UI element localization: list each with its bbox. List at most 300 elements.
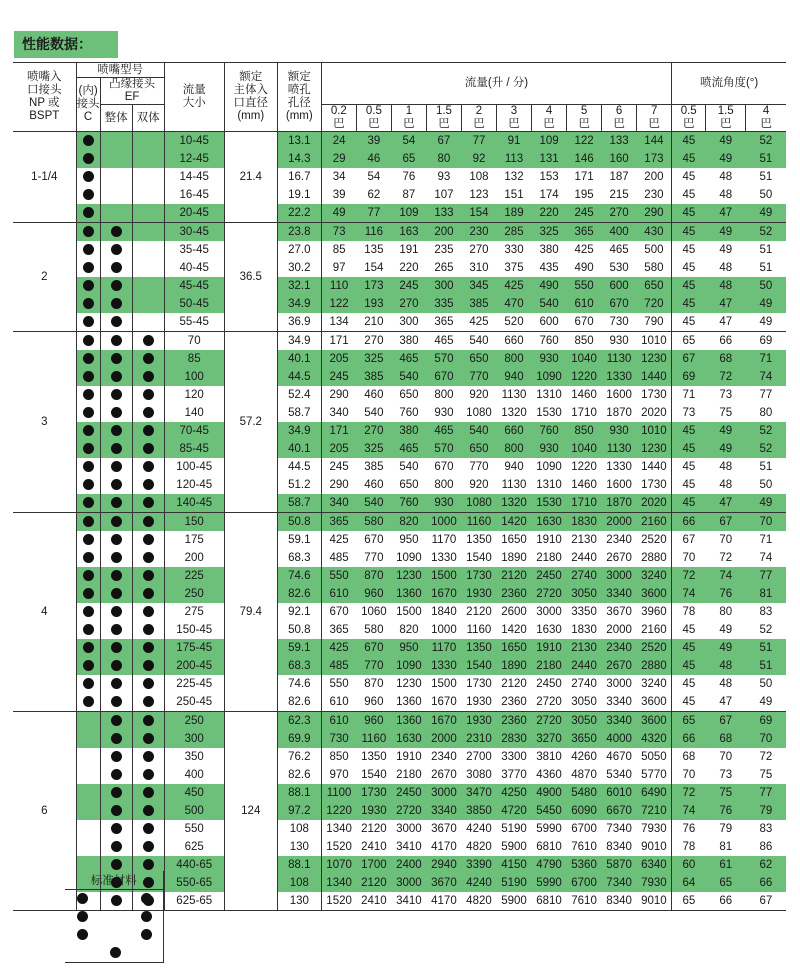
model-ef1-cell: [100, 440, 132, 458]
flow-cell: 660: [504, 335, 524, 347]
angle-cell: 73: [719, 389, 733, 401]
filled-dot-icon: [111, 859, 122, 870]
rated-inlet-dia-header-line: 额定: [239, 71, 263, 83]
flow-cell: 3240: [637, 567, 672, 585]
flow-size-cell: 625-65: [164, 892, 224, 911]
angle-cell: 45: [672, 657, 706, 675]
flow-cell: 325: [356, 440, 391, 458]
flow-cell: 340: [321, 404, 356, 422]
model-c-cell: [76, 621, 100, 639]
model-c-cell: [76, 802, 100, 820]
flow-cell: 2020: [637, 494, 672, 513]
flow-cell: 435: [539, 262, 559, 274]
orifice-diameter-cell: 50.8: [277, 513, 321, 532]
angle-cell: 45: [672, 313, 706, 332]
flow-cell: 380: [539, 244, 559, 256]
model-ef2-cell: [132, 404, 164, 422]
orifice-diameter-cell: 27.0: [277, 241, 321, 259]
flow-cell: 1440: [641, 461, 667, 473]
filled-dot-icon: [143, 841, 154, 852]
flow-cell: 4000: [602, 730, 637, 748]
filled-dot-icon: [111, 678, 122, 689]
pressure-value: 3: [510, 105, 518, 117]
angle-cell: 47: [706, 693, 746, 712]
flow-header: 流量(升 / 分): [321, 63, 671, 105]
flow-cell: 670: [426, 368, 461, 386]
table-row: [13, 386, 786, 404]
material-ef2-cell: [131, 890, 163, 909]
flow-cell: 109: [532, 132, 567, 151]
filled-dot-icon: [111, 769, 122, 780]
angle-cell: 81: [746, 585, 786, 603]
table-row: [13, 513, 786, 532]
filled-dot-icon: [143, 443, 154, 454]
orifice-diameter-cell: 69.9: [277, 730, 321, 748]
flow-cell: 2340: [602, 639, 637, 657]
flow-size-cell: 45-45: [164, 277, 224, 295]
filled-dot-icon: [143, 461, 154, 472]
filled-dot-icon: [143, 823, 154, 834]
flow-cell: 4820: [466, 841, 492, 853]
flow-cell: 7210: [637, 802, 672, 820]
model-ef1-cell: [100, 567, 132, 585]
model-ef2-cell: [132, 150, 164, 168]
flow-cell: 1230: [637, 350, 672, 368]
filled-dot-icon: [111, 226, 122, 237]
flow-cell: 430: [637, 223, 672, 242]
inlet-size-cell: 2: [13, 223, 76, 332]
flow-cell: 1630: [391, 730, 426, 748]
pressure-value: 5: [580, 105, 588, 117]
flow-cell: 500: [644, 244, 664, 256]
table-row: [13, 621, 786, 639]
filled-dot-icon: [111, 298, 122, 309]
materials-row: [65, 926, 163, 944]
filled-dot-icon: [141, 911, 152, 922]
filled-dot-icon: [111, 353, 122, 364]
flow-cell: 73: [321, 223, 356, 242]
flow-cell: 650: [399, 389, 419, 401]
flow-cell: 1730: [461, 567, 496, 585]
model-ef2-cell: [132, 295, 164, 313]
flow-cell: 3670: [606, 606, 632, 618]
filled-dot-icon: [83, 316, 94, 327]
flow-cell: 174: [539, 189, 559, 201]
flow-cell: 8340: [602, 892, 637, 911]
flow-cell: 3770: [501, 769, 527, 781]
flow-cell: 485: [321, 549, 356, 567]
angle-cell: 52: [746, 132, 786, 151]
angle-cell: 66: [719, 335, 733, 347]
angle-cell: 51: [759, 244, 773, 256]
angle-cell: 51: [759, 461, 773, 473]
filled-dot-icon: [83, 135, 94, 146]
flow-cell: 1320: [496, 494, 531, 513]
flow-cell: 5360: [567, 856, 602, 874]
model-ef2-cell: [132, 223, 164, 242]
flow-cell: 600: [532, 313, 567, 332]
model-c-cell: [76, 549, 100, 567]
filled-dot-icon: [83, 244, 94, 255]
flow-cell: 1540: [461, 657, 496, 675]
flow-cell: 365: [321, 621, 356, 639]
angle-cell: 49: [746, 204, 786, 223]
pressure-value: 4: [762, 105, 770, 117]
flow-cell: 1730: [356, 784, 391, 802]
orifice-diameter-cell: 40.1: [277, 440, 321, 458]
angle-pressure-header: [746, 105, 786, 132]
model-c-cell: [76, 838, 100, 856]
flow-cell: 1460: [571, 389, 597, 401]
flow-cell: 3270: [532, 730, 567, 748]
angle-cell: 79: [746, 802, 786, 820]
table-row: [13, 531, 786, 549]
flow-size-cell: 120: [164, 386, 224, 404]
filled-dot-icon: [83, 479, 94, 490]
angle-cell: 68: [672, 748, 706, 766]
pressure-value: 1: [405, 105, 413, 117]
angle-cell: 70: [746, 513, 786, 532]
filled-dot-icon: [83, 588, 94, 599]
angle-cell: 65: [672, 892, 706, 911]
flow-cell: 2600: [501, 606, 527, 618]
standard-materials-table: [65, 871, 164, 963]
flow-cell: 570: [426, 440, 461, 458]
flow-cell: 3000: [602, 567, 637, 585]
flow-cell: 1630: [536, 624, 562, 636]
filled-dot-icon: [143, 624, 154, 635]
flow-cell: 1090: [391, 657, 426, 675]
flow-cell: 2120: [501, 678, 527, 690]
flow-cell: 760: [532, 422, 567, 440]
flow-cell: 1070: [321, 856, 356, 874]
flow-cell: 800: [434, 479, 454, 491]
flow-cell: 1460: [571, 479, 597, 491]
model-ef2-cell: [132, 549, 164, 567]
flow-cell: 230: [461, 223, 496, 242]
flow-cell: 54: [391, 132, 426, 151]
flow-size-cell: 550: [164, 820, 224, 838]
rated-inlet-dia-header-line: 口直径: [233, 97, 268, 109]
flow-cell: 465: [609, 244, 629, 256]
angle-cell: 45: [672, 168, 706, 186]
angle-cell: 60: [672, 856, 706, 874]
model-ef2-cell: [132, 838, 164, 856]
orifice-diameter-cell: 58.7: [277, 494, 321, 513]
flow-cell: 195: [574, 189, 594, 201]
filled-dot-icon: [143, 642, 154, 653]
table-row: [13, 422, 786, 440]
flow-size-cell: 35-45: [164, 241, 224, 259]
flow-cell: 3340: [602, 693, 637, 712]
flow-cell: 1360: [391, 585, 426, 603]
filled-dot-icon: [83, 335, 94, 346]
flow-size-cell: 120-45: [164, 476, 224, 494]
model-c-cell: [76, 639, 100, 657]
flow-cell: 540: [399, 461, 419, 473]
filled-dot-icon: [111, 371, 122, 382]
flow-cell: 770: [469, 461, 489, 473]
model-ef1-cell: [100, 332, 132, 351]
angle-cell: 48: [706, 277, 746, 295]
flow-cell: 5340: [606, 769, 632, 781]
material-ef1-cell: [99, 908, 131, 926]
orifice-diameter-cell: 92.1: [277, 603, 321, 621]
flow-size-cell: 14-45: [164, 168, 224, 186]
flow-cell: 7340: [606, 823, 632, 835]
filled-dot-icon: [83, 371, 94, 382]
model-c-cell: [76, 820, 100, 838]
model-ef2-cell: [132, 494, 164, 513]
filled-dot-icon: [143, 534, 154, 545]
flow-cell: 1500: [431, 678, 457, 690]
angle-cell: 49: [706, 639, 746, 657]
table-row: [13, 295, 786, 313]
orifice-diameter-cell: 68.3: [277, 657, 321, 675]
flow-cell: 171: [574, 171, 594, 183]
filled-dot-icon: [83, 262, 94, 273]
standard-materials-wrap: [65, 871, 163, 963]
model-ef2-cell: [132, 350, 164, 368]
flow-cell: 1330: [602, 368, 637, 386]
flow-cell: 93: [437, 171, 451, 183]
model-ef1-cell: [100, 675, 132, 693]
angle-cell: 45: [672, 295, 706, 313]
angle-cell: 75: [719, 407, 733, 419]
flow-cell: 49: [321, 204, 356, 223]
model-ef2-cell: [132, 132, 164, 151]
model-ef2-cell: [132, 186, 164, 204]
flow-cell: 870: [356, 567, 391, 585]
angle-cell: 50: [759, 189, 773, 201]
flow-cell: 1930: [461, 712, 496, 731]
flow-size-cell: 55-45: [164, 313, 224, 332]
flow-cell: 4720: [496, 802, 531, 820]
filled-dot-icon: [111, 733, 122, 744]
flow-cell: 1830: [571, 624, 597, 636]
flow-cell: 3600: [637, 585, 672, 603]
flow-cell: 2000: [606, 624, 632, 636]
filled-dot-icon: [143, 497, 154, 508]
header-row: [13, 105, 786, 132]
model-c-cell: [76, 730, 100, 748]
flow-cell: 610: [567, 295, 602, 313]
flow-cell: 9010: [637, 892, 672, 911]
flow-cell: 4900: [532, 784, 567, 802]
flow-cell: 1330: [431, 552, 457, 564]
angle-cell: 49: [719, 624, 733, 636]
orifice-diameter-cell: 34.9: [277, 332, 321, 351]
flow-cell: 670: [567, 313, 602, 332]
flow-cell: 1600: [606, 479, 632, 491]
filled-dot-icon: [143, 588, 154, 599]
flow-cell: 3050: [567, 693, 602, 712]
flow-cell: 7930: [641, 823, 667, 835]
flow-cell: 3000: [391, 874, 426, 892]
flow-cell: 570: [426, 350, 461, 368]
flow-cell: 425: [321, 531, 356, 549]
flow-size-cell: 10-45: [164, 132, 224, 151]
flow-size-cell: 400: [164, 766, 224, 784]
model-c-header-line: 接头: [76, 98, 100, 110]
angle-cell: 49: [746, 295, 786, 313]
model-ef2-cell: [132, 657, 164, 675]
flow-cell: 2410: [361, 841, 387, 853]
table-row: [13, 549, 786, 567]
pressure-value: 2: [475, 105, 483, 117]
flow-cell: 290: [321, 476, 356, 494]
flow-cell: 4150: [496, 856, 531, 874]
flow-cell: 1730: [641, 479, 667, 491]
flow-cell: 235: [434, 244, 454, 256]
filled-dot-icon: [111, 606, 122, 617]
flow-cell: 3960: [641, 606, 667, 618]
flow-cell: 660: [496, 422, 531, 440]
flow-cell: 2360: [496, 585, 531, 603]
flow-cell: 2360: [496, 712, 531, 731]
flow-size-cell: 100: [164, 368, 224, 386]
model-header: 喷嘴型号: [76, 63, 164, 78]
flow-cell: 470: [496, 295, 531, 313]
pressure-unit: 巴: [333, 118, 345, 130]
filled-dot-icon: [143, 407, 154, 418]
model-c-cell: [76, 603, 100, 621]
flow-cell: 46: [356, 150, 391, 168]
angle-cell: 49: [706, 132, 746, 151]
table-row: [13, 802, 786, 820]
flow-cell: 1520: [321, 838, 356, 856]
flow-cell: 5480: [567, 784, 602, 802]
flow-cell: 580: [356, 513, 391, 532]
angle-cell: 45: [672, 241, 706, 259]
flow-cell: 7610: [567, 892, 602, 911]
table-row: [13, 712, 786, 731]
flow-cell: 1730: [641, 389, 667, 401]
filled-dot-icon: [83, 425, 94, 436]
flow-cell: 540: [532, 295, 567, 313]
flow-cell: 134: [321, 313, 356, 332]
pressure-value: 0.5: [680, 105, 697, 117]
flow-cell: 132: [504, 171, 524, 183]
material-ef2-cell: [131, 908, 163, 926]
flow-cell: 1330: [606, 461, 632, 473]
filled-dot-icon: [111, 244, 122, 255]
filled-dot-icon: [83, 696, 94, 707]
model-c-cell: [76, 223, 100, 242]
model-c-cell: [76, 440, 100, 458]
flow-cell: 245: [391, 277, 426, 295]
flow-cell: 108: [469, 171, 489, 183]
flow-cell: 1360: [391, 693, 426, 712]
flow-cell: 425: [496, 277, 531, 295]
flow-cell: 6010: [602, 784, 637, 802]
flow-cell: 8340: [606, 841, 632, 853]
flow-cell: 65: [391, 150, 426, 168]
orifice-diameter-cell: 97.2: [277, 802, 321, 820]
model-ef1-cell: [100, 531, 132, 549]
angle-cell: 79: [719, 823, 733, 835]
model-ef2-cell: [132, 277, 164, 295]
flow-size-cell: 150: [164, 513, 224, 532]
angle-cell: 45: [672, 422, 706, 440]
table-row: [13, 748, 786, 766]
orifice-diameter-cell: 74.6: [277, 675, 321, 693]
flow-cell: 131: [532, 150, 567, 168]
model-ef2-cell: [132, 204, 164, 223]
flow-cell: 290: [321, 386, 356, 404]
model-ef2-cell: [132, 639, 164, 657]
filled-dot-icon: [83, 678, 94, 689]
flow-cell: 5770: [641, 769, 667, 781]
angle-cell: 75: [706, 784, 746, 802]
model-ef2-cell: [132, 422, 164, 440]
flow-size-cell: 250: [164, 712, 224, 731]
model-c-cell: [76, 422, 100, 440]
flow-cell: 6490: [637, 784, 672, 802]
angle-cell: 72: [672, 784, 706, 802]
flow-cell: 2180: [396, 769, 422, 781]
angle-header: 喷流角度(°): [672, 63, 786, 105]
table-header: [13, 63, 786, 132]
filled-dot-icon: [111, 715, 122, 726]
angle-cell: 76: [706, 802, 746, 820]
flow-cell: 950: [391, 639, 426, 657]
model-ef1-cell: [100, 204, 132, 223]
flow-cell: 5900: [501, 841, 527, 853]
model-ef2-cell: [132, 820, 164, 838]
angle-cell: 72: [759, 751, 773, 763]
flow-size-cell: 300: [164, 730, 224, 748]
flow-cell: 760: [399, 407, 419, 419]
filled-dot-icon: [83, 353, 94, 364]
material-c-cell: [65, 944, 99, 963]
angle-cell: 78: [672, 838, 706, 856]
filled-dot-icon: [83, 552, 94, 563]
angle-cell: 48: [719, 262, 733, 274]
flow-cell: 146: [567, 150, 602, 168]
orifice-diameter-cell: 16.7: [277, 168, 321, 186]
filled-dot-icon: [111, 642, 122, 653]
angle-cell: 72: [719, 552, 733, 564]
flow-cell: 850: [567, 422, 602, 440]
flow-cell: 1090: [396, 552, 422, 564]
angle-cell: 67: [672, 350, 706, 368]
filled-dot-icon: [77, 911, 88, 922]
angle-cell: 50: [759, 479, 773, 491]
model-ef1-cell: [100, 132, 132, 151]
flow-cell: 335: [426, 295, 461, 313]
flow-cell: 116: [356, 223, 391, 242]
pressure-value: 7: [650, 105, 658, 117]
flow-cell: 290: [637, 204, 672, 223]
flow-cell: 97: [321, 259, 356, 277]
flow-cell: 5870: [602, 856, 637, 874]
orifice-diameter-cell: 13.1: [277, 132, 321, 151]
flow-cell: 730: [321, 730, 356, 748]
flow-cell: 1040: [567, 440, 602, 458]
model-ef1-cell: [100, 458, 132, 476]
filled-dot-icon: [143, 479, 154, 490]
inlet-header: [13, 63, 76, 132]
flow-size-cell: 225-45: [164, 675, 224, 693]
inlet-header-line: 口接头: [27, 84, 62, 96]
filled-dot-icon: [83, 461, 94, 472]
angle-cell: 45: [672, 693, 706, 712]
flow-cell: 1830: [567, 513, 602, 532]
flow-cell: 187: [609, 171, 629, 183]
model-c-cell: [76, 132, 100, 151]
flow-cell: 1540: [361, 769, 387, 781]
